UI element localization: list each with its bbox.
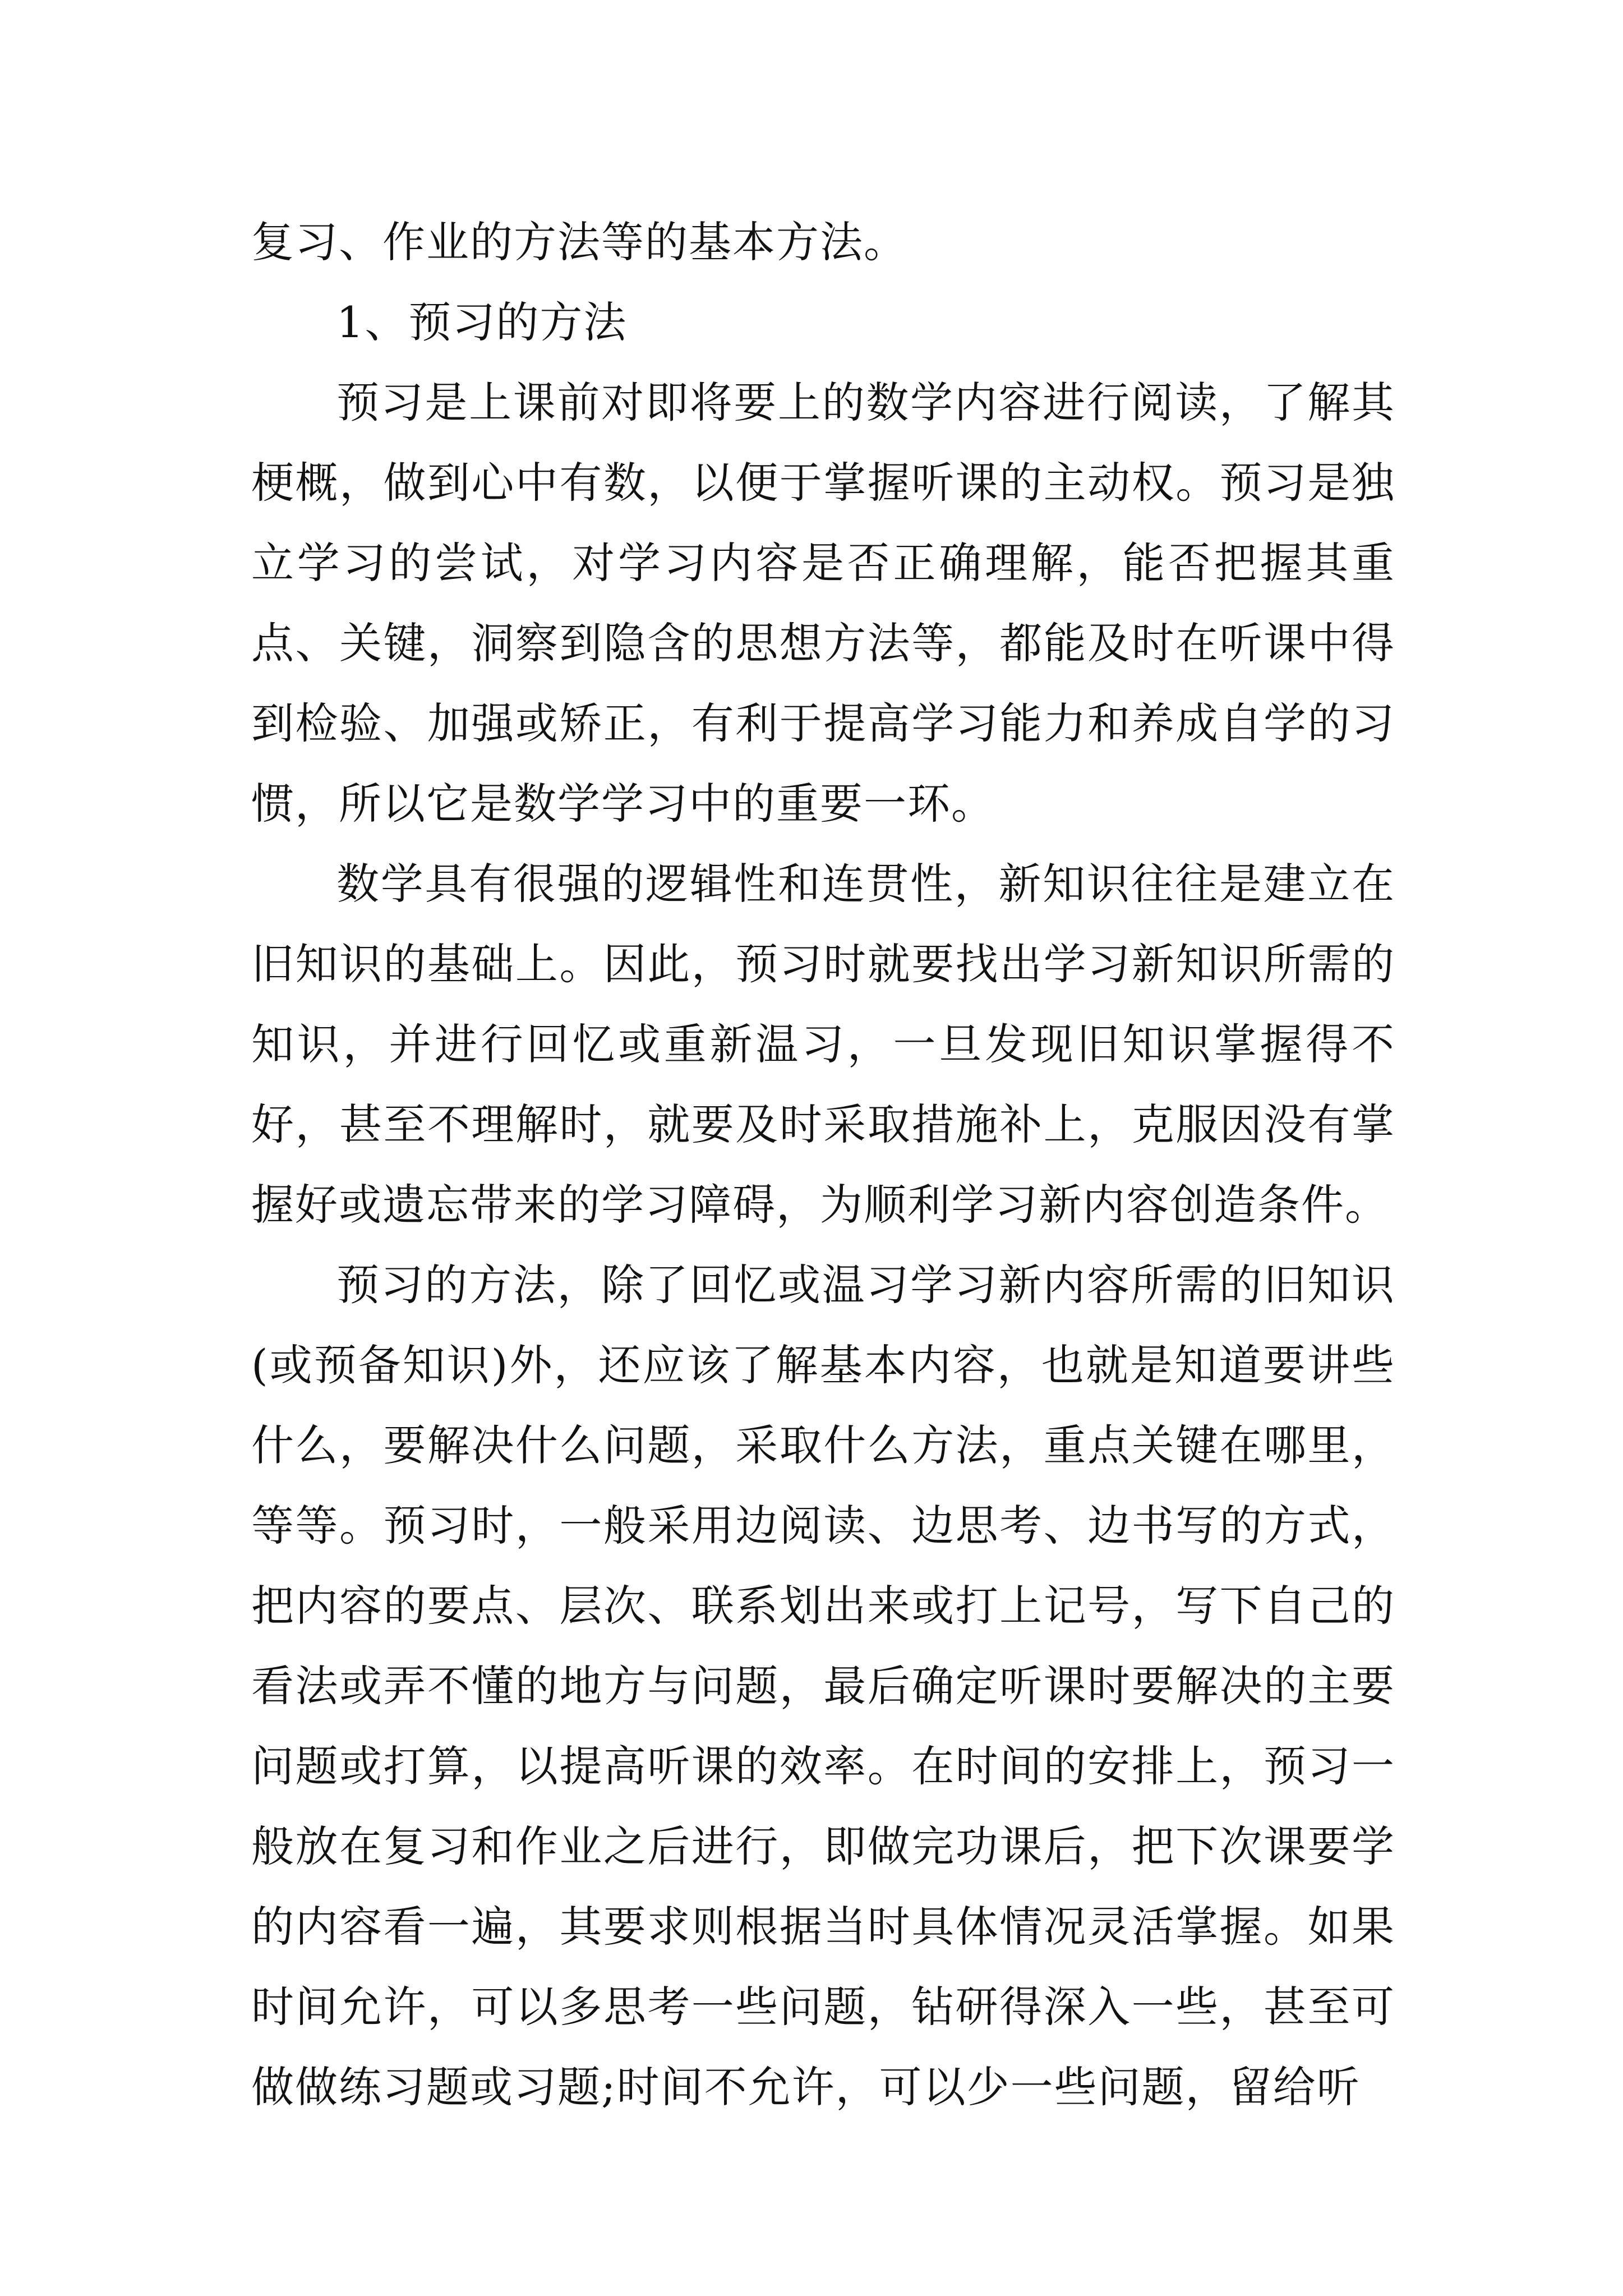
section-heading-preview-method: 1、预习的方法 [336, 297, 628, 347]
paragraph-logic-continuity: 数学具有很强的逻辑性和连贯性，新知识往往是建立在旧知识的基础上。因此，预习时就要找出学习新知识所需的知识，并进行回忆或重新温习，一旦发现旧知识掌握得不好，甚至不理解时，就要及时采取措施补上，克服因没有掌握好或遗忘带来的学习障碍，为顺利学习新内容创造条件。 [251, 859, 1395, 1230]
paragraph-preview-methods: 预习的方法，除了回忆或温习学习新内容所需的旧知识(或预备知识)外，还应该了解基本内容，也就是知道要讲些什么，要解决什么问题，采取什么方法，重点关键在哪里，等等。预习时，一般采用边阅读、边思考、边书写的方式，把内容的要点、层次、联系划出来或打上记号，写下自己的看法或弄不懂的地方与问题，最后确定听课时要解决的主要问题或打算，以提高听课的效率。在时间的安排上，预习一般放在复习和作业之后进行，即做完功课后，把下次课要学的内容看一遍，其要求则根据当时具体情况灵活掌握。如果时间允许，可以多思考一些问题，钻研得深入一些，甚至可做做练习题或习题;时间不允许，可以少一些问题，留给听 [251, 1260, 1395, 2112]
paragraph-preview-definition: 预习是上课前对即将要上的数学内容进行阅读，了解其梗概，做到心中有数，以便于掌握听课的主动权。预习是独立学习的尝试，对学习内容是否正确理解，能否把握其重点、关键，洞察到隐含的思想方法等，都能及时在听课中得到检验、加强或矫正，有利于提高学习能力和养成自学的习惯，所以它是数学学习中的重要一环。 [251, 378, 1395, 829]
body-text [251, 202, 1395, 2127]
paragraph-continuation: 复习、作业的方法等的基本方法。 [251, 217, 907, 267]
